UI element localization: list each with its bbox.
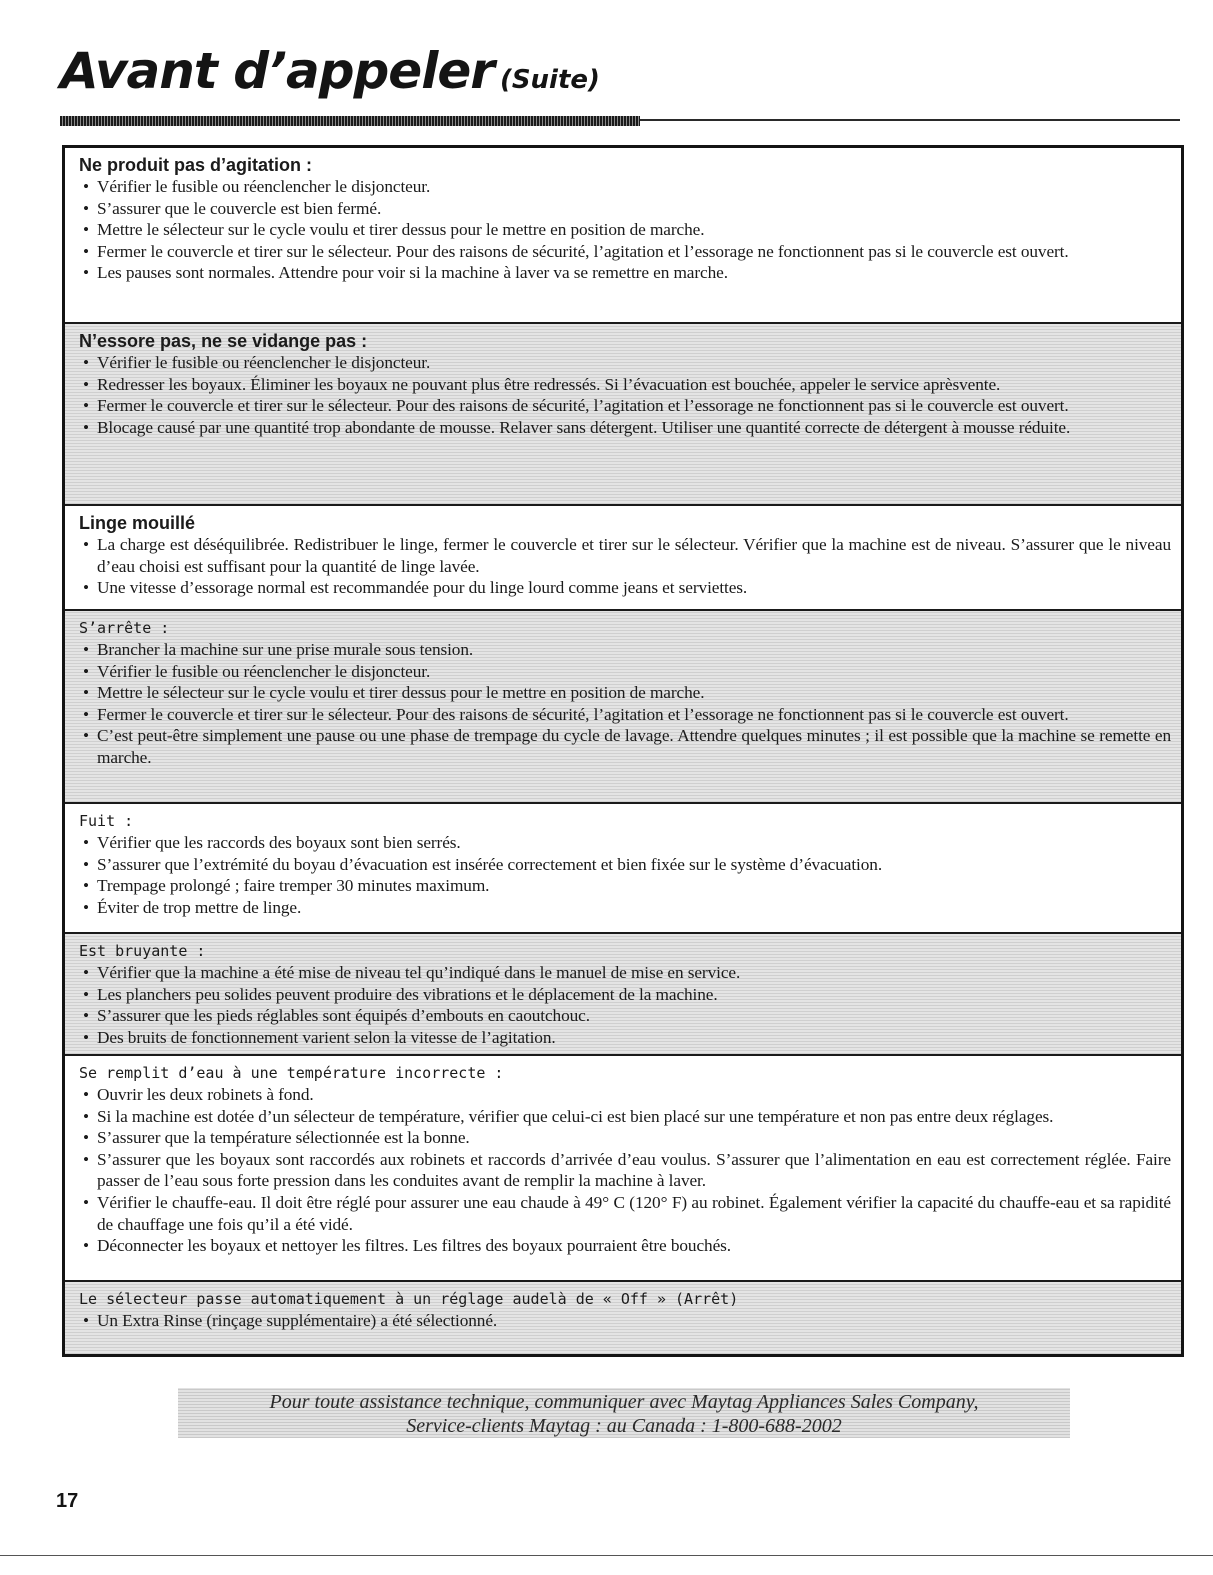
list-item: • S’assurer que l’extrémité du boyau d’évacuation est insérée correctement et bien fixée sur le système d’évacuation.: [79, 854, 1171, 876]
section-list: [79, 352, 1171, 438]
section-list: [79, 962, 1171, 1048]
section-list: [79, 832, 1171, 918]
page-number: 17: [56, 1490, 79, 1512]
list-item: • Les pauses sont normales. Attendre pour voir si la machine à laver va se remettre en marche.: [79, 262, 1171, 284]
service-contact-line: Pour toute assistance technique, communiquer avec Maytag Appliances Sales Company,: [269, 1391, 979, 1413]
section-heading: N’essore pas, ne se vidange pas :: [79, 331, 368, 351]
page-header: [60, 40, 1180, 132]
list-item: • La charge est déséquilibrée. Redistribuer le linge, fermer le couvercle et tirer sur le sélecteur. Vérifier que la machine est de niveau. S’assurer que le niveau d’eau choisi est suffisant pour la quantité de linge lavée.: [79, 534, 1171, 577]
section-list: [79, 176, 1171, 284]
list-item: • Vérifier le fusible ou réenclencher le disjoncteur.: [79, 176, 1171, 198]
list-item: • Déconnecter les boyaux et nettoyer les filtres. Les filtres des boyaux pourraient être bouchés.: [79, 1235, 1171, 1257]
section-heading: Ne produit pas d’agitation :: [79, 155, 312, 175]
list-item: • Brancher la machine sur une prise murale sous tension.: [79, 639, 1171, 661]
section-list: [79, 1084, 1171, 1257]
page-title-suffix: (Suite): [499, 65, 600, 95]
list-item: • Éviter de trop mettre de linge.: [79, 897, 1171, 919]
section-noisy: [65, 932, 1181, 1054]
section-selector-advances: [65, 1280, 1181, 1354]
list-item: • Mettre le sélecteur sur le cycle voulu et tirer dessus pour le mettre en position de marche.: [79, 219, 1171, 241]
list-item: • Fermer le couvercle et tirer sur le sélecteur. Pour des raisons de sécurité, l’agitation et l’essorage ne fonctionnent pas si le couvercle est ouvert.: [79, 241, 1171, 263]
section-heading: S’arrête :: [79, 619, 170, 637]
service-contact-phone: Service-clients Maytag : au Canada : 1-800-688-2002: [406, 1415, 842, 1437]
list-item: • S’assurer que le couvercle est bien fermé.: [79, 198, 1171, 220]
section-heading: Le sélecteur passe automatiquement à un réglage audelà de « Off » (Arrêt): [79, 1290, 739, 1308]
list-item: • Fermer le couvercle et tirer sur le sélecteur. Pour des raisons de sécurité, l’agitation et l’essorage ne fonctionnent pas si le couvercle est ouvert.: [79, 704, 1171, 726]
section-no-agitation: [65, 148, 1181, 322]
service-contact-banner: [178, 1388, 1070, 1438]
section-stops: [65, 609, 1181, 802]
section-list: [79, 639, 1171, 769]
list-item: • S’assurer que la température sélectionnée est la bonne.: [79, 1127, 1171, 1149]
page-title-main: Avant d’appeler: [60, 42, 494, 100]
section-heading: Fuit :: [79, 812, 134, 830]
list-item: • Vérifier que la machine a été mise de niveau tel qu’indiqué dans le manuel de mise en service.: [79, 962, 1171, 984]
list-item: • Vérifier le chauffe-eau. Il doit être réglé pour assurer une eau chaude à 49° C (120° F) au robinet. Également vérifier la capacité du chauffe-eau et sa rapidité de chauffage une fois qu’il a été vidé.: [79, 1192, 1171, 1235]
list-item: • Un Extra Rinse (rinçage supplémentaire) a été sélectionné.: [79, 1310, 1171, 1332]
section-wet-laundry: [65, 504, 1181, 609]
section-list: [79, 1310, 1171, 1332]
list-item: • S’assurer que les pieds réglables sont équipés d’embouts en caoutchouc.: [79, 1005, 1171, 1027]
list-item: • Les planchers peu solides peuvent produire des vibrations et le déplacement de la machine.: [79, 984, 1171, 1006]
section-heading: Linge mouillé: [79, 513, 196, 533]
bottom-rule: [0, 1555, 1213, 1556]
list-item: • Vérifier le fusible ou réenclencher le disjoncteur.: [79, 661, 1171, 683]
page-title: [60, 40, 600, 111]
list-item: • S’assurer que les boyaux sont raccordés aux robinets et raccords d’arrivée d’eau voulus. S’assurer que l’alimentation en eau est correctement réglée. Faire passer de l’eau sous forte pression dans les conduites avant de remplir la machine à laver.: [79, 1149, 1171, 1192]
list-item: • Si la machine est dotée d’un sélecteur de température, vérifier que celui-ci est bien placé sur une température et non pas entre deux réglages.: [79, 1106, 1171, 1128]
title-rule-thick: [60, 116, 640, 126]
title-rule-thin: [640, 119, 1180, 121]
section-heading: Se remplit d’eau à une température incorrecte :: [79, 1064, 504, 1082]
list-item: • Blocage causé par une quantité trop abondante de mousse. Relaver sans détergent. Utiliser une quantité correcte de détergent à mousse réduite.: [79, 417, 1171, 439]
list-item: • Des bruits de fonctionnement varient selon la vitesse de l’agitation.: [79, 1027, 1171, 1049]
list-item: • Vérifier que les raccords des boyaux sont bien serrés.: [79, 832, 1171, 854]
list-item: • Mettre le sélecteur sur le cycle voulu et tirer dessus pour le mettre en position de marche.: [79, 682, 1171, 704]
list-item: • C’est peut-être simplement une pause ou une phase de trempage du cycle de lavage. Attendre quelques minutes ; il est possible que la machine se remette en marche.: [79, 725, 1171, 768]
section-heading: Est bruyante :: [79, 942, 206, 960]
section-wrong-temperature: [65, 1054, 1181, 1280]
list-item: • Trempage prolongé ; faire tremper 30 minutes maximum.: [79, 875, 1171, 897]
list-item: • Fermer le couvercle et tirer sur le sélecteur. Pour des raisons de sécurité, l’agitation et l’essorage ne fonctionnent pas si le couvercle est ouvert.: [79, 395, 1171, 417]
section-leaks: [65, 802, 1181, 932]
list-item: • Redresser les boyaux. Éliminer les boyaux ne pouvant plus être redressés. Si l’évacuation est bouchée, appeler le service aprèsvente.: [79, 374, 1171, 396]
list-item: • Ouvrir les deux robinets à fond.: [79, 1084, 1171, 1106]
section-no-spin-drain: [65, 322, 1181, 504]
list-item: • Vérifier le fusible ou réenclencher le disjoncteur.: [79, 352, 1171, 374]
troubleshooting-box: [62, 145, 1184, 1357]
section-list: [79, 534, 1171, 599]
list-item: • Une vitesse d’essorage normal est recommandée pour du linge lourd comme jeans et serviettes.: [79, 577, 1171, 599]
